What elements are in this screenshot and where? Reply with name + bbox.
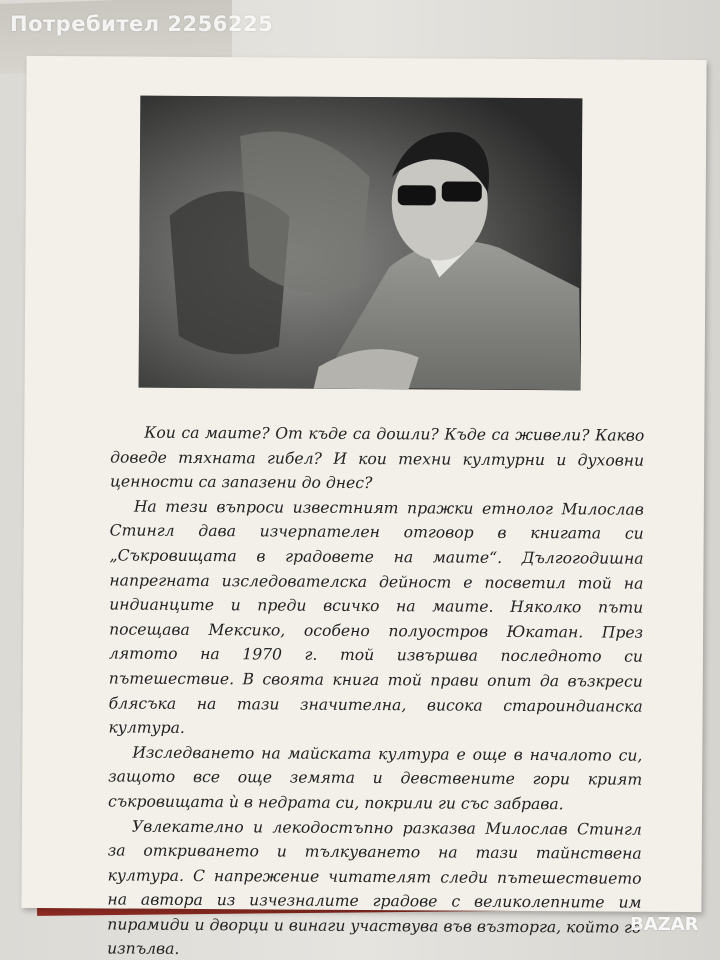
paragraph-2: На тези въпроси известният пражки етнолог Милослав Стингл дава изчерпателен отговор в книгата си „Съкровищата в градовете на маите“. Дългогодишна напрегната изследователска дейност е посветил той на индианците и преди всичко на маите. Няколко пъти посещава Мексико, особено полуостров Юкатан. През лятото на 1970 г. той извършва последното си пътешествие. В своята книга той прави опит да възкреси блясъка на тази значителна, висока староиндианска култура. [108,497,644,738]
paragraph-1: Кои са маите? От къде са дошли? Къде са живели? Какво доведе тяхната гибел? И кои техни културни и духовни ценности са запазени до днес? [109,423,645,493]
author-photo [139,96,583,391]
paragraph-3: Изследването на майската култура е още в началото си, защото все още земята и девствените гори крият съкровищата ѝ в недрата си, покрили ги със забрава. [108,743,643,814]
paragraph-4: Увлекателно и лекодостъпно разказва Милослав Стингл за откриването и тълкуването на тази тайнствена култура. С напрежение читателят следи пътешествието на автора из изчезналите градове с великолепните им пирамиди и дворци и винаги участвува във възторга, който го изпълва. [107,817,642,959]
bazar-logo-watermark: BAZAR [630,914,699,935]
description-text [107,420,644,960]
sunglasses-right [442,181,482,201]
user-watermark: Потребител 2256225 [10,12,274,36]
sunglasses-left [398,185,436,205]
author-photo-drawing [139,96,583,391]
